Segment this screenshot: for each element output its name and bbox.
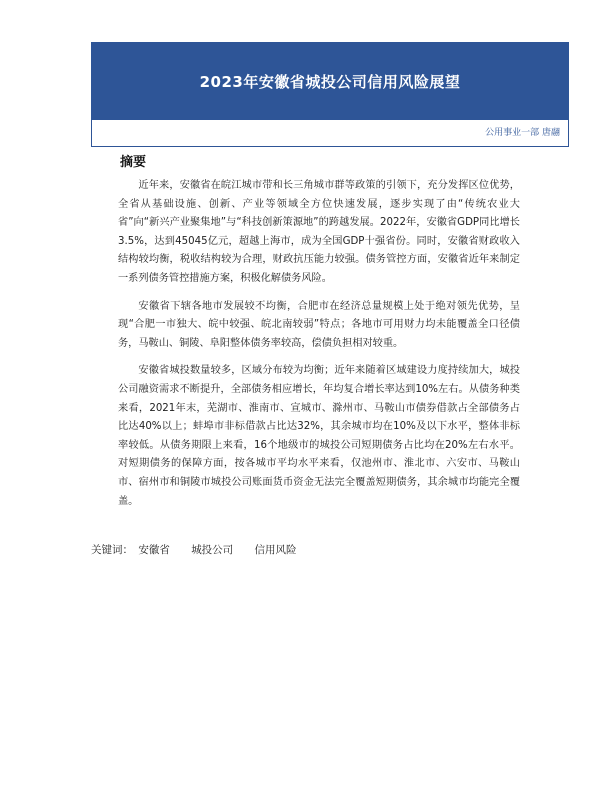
abstract-paragraph-1: 近年来，安徽省在皖江城市带和长三角城市群等政策的引领下，充分发挥区位优势，全省从基础设施、创新、产业等领域全方位快速发展，逐步实现了由“传统农业大省”向“新兴产业聚集地”与“科技创新策源地”的跨越发展。2022年，安徽省GDP同比增长3.5%，达到45045亿元，超越上海市，成为全国GDP十强省份。同时，安徽省财政收入结构较均衡，税收结构较为合理，财政抗压能力较强。债务管控方面，安徽省近年来制定一系列债务管控措施方案，积极化解债务风险。: [118, 180, 520, 284]
keywords-line: [91, 542, 315, 557]
author-box: [91, 120, 569, 147]
title-banner: [91, 42, 569, 120]
abstract-paragraph-2: 安徽省下辖各地市发展较不均衡，合肥市在经济总量规模上处于绝对领先优势，呈现“合肥一市独大、皖中较强、皖北南较弱”特点；各地市可用财力均未能覆盖全口径债务，马鞍山、铜陵、阜阳整体债务率较高，偿债负担相对较重。: [118, 300, 520, 349]
keyword-item: 信用风险: [254, 544, 297, 556]
abstract-heading: 摘要: [120, 155, 147, 170]
keyword-item: 城投公司: [191, 544, 234, 556]
abstract-body: [118, 177, 520, 520]
keyword-item: 安徽省: [138, 544, 170, 556]
author-line: 公用事业一部 唐翮: [485, 128, 560, 138]
abstract-paragraph-3: 安徽省城投数量较多，区域分布较为均衡；近年来随着区域建设力度持续加大，城投公司融资需求不断提升，全部债务相应增长，年均复合增长率达到10%左右。从债务种类来看，2021年末，芜湖市、淮南市、宣城市、滁州市、马鞍山市债券借款占全部债务占比达40%以上；蚌埠市非标借款占比达32%，其余城市均在10%及以下水平，整体非标率较低。从债务期限上来看，16个地级市的城投公司短期债务占比均在20%左右水平。对短期债务的保障方面，按各城市平均水平来看，仅池州市、淮北市、六安市、马鞍山市、宿州市和铜陵市城投公司账面货币资金无法完全覆盖短期债务，其余城市均能完全覆盖。: [118, 365, 520, 507]
document-title: 2023年安徽省城投公司信用风险展望: [199, 72, 461, 91]
keywords-label: 关键词：: [91, 544, 133, 556]
